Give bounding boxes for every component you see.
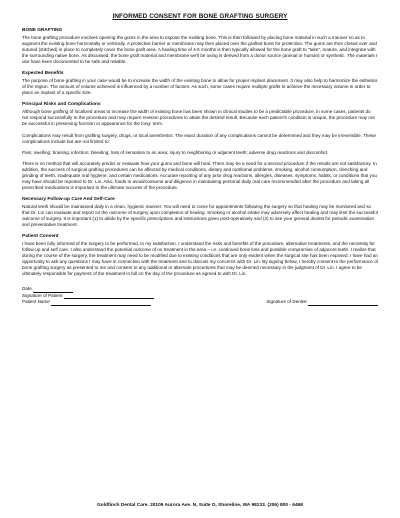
- section-paragraph: There is no method that will accurately predict or evaluate how your gums and bone will heal. There may be a need for a second procedure if the results are not satisfactory. In addition, the success of surgical grafting procedures can be affected by medical conditions, dietary and nutritional problems, smoking, alcohol consumption, clenching and grinding of teeth, inadequate oral hygiene, and certain medications. Accurate reporting of any prior drug reactions, allergies, diseases, symptoms, habits, or conditions that you may have should be reported to Dr. Lin. Also, foods to avoid/consume and diligence in maintaining personal daily oral care recommended after the procedure and taking all prescribed medications is important to the ultimate success of the procedure.: [22, 160, 377, 190]
- dentist-signature-group: [266, 299, 378, 305]
- section-heading: Necessary Follow-up Care And Self-Care: [22, 196, 115, 202]
- section-risks-complications: [22, 102, 378, 191]
- dentist-signature-label: Signature of Dentist: [266, 299, 307, 305]
- section-paragraph: The bone grafting procedure involves opening the gums in the area to expose the existing bone. This is then followed by placing bone material in such a manner so as to augment the existing bone horizontally or vertically. A protective barrier or membrane may then placed over the grafted bone for protection. The gums are then closed over and sutured (stitched) in place to completely cover the bone graft area. A healing time of 4-6 months is then typically allowed for the bone graft to "take", mature, and integrate with the surrounding native bone. As discussed, the bone graft material and membrane we'll be using is derived from a donor source (animal or human) or synthetic. The materials I use have been documented to be safe and reliable.: [22, 35, 378, 65]
- footer-address: Goldfinch Dental Care. 20109 Aurora Ave. N, Suite D, Shoreline, WA 98133. (206) 800 - 6468: [97, 503, 303, 508]
- section-paragraph: Complications may result from grafting surgery, drugs, or local anesthetics. The exact duration of any complications cannot be determined and they may be irreversible. These complications include but are not limited to:: [22, 132, 376, 144]
- patient-name-label: Patient Name: [22, 299, 50, 305]
- dentist-signature-line[interactable]: [308, 300, 378, 306]
- section-heading: BONE GRAFTING: [22, 28, 63, 33]
- section-expected-benefits: [22, 71, 378, 96]
- signature-block: [22, 286, 378, 305]
- section-bone-grafting: [22, 28, 378, 65]
- section-follow-up-care: [22, 197, 378, 228]
- section-paragraph: Pain; swelling; bruising; infection; bleeding; loss of sensation to an area; injury to neighboring or adjacent teeth; adverse drug reactions and discomfort.: [22, 149, 329, 155]
- patient-signature-label: Signature of Patient: [22, 292, 63, 298]
- section-paragraph: The purpose of bone grafting in your case would be to increase the width of the existing bone to allow for proper implant placement. It may also help to harmonize the esthetics of the region. The amount of volume achieved is influenced by a number of factors. As such, some cases require multiple grafts to achieve the necessary volume in order to place an implant of a specific size.: [22, 78, 378, 96]
- document-title: INFORMED CONSENT FOR BONE GRAFTING SURGERY: [112, 13, 288, 20]
- patient-name-group: [22, 299, 151, 305]
- section-paragraph: I have been fully informed of the surgery to be performed, to my satisfaction. I understand the risks and benefits of the procedure, alternative treatments, and the necessity for follow-up and self care. I also understand the potential outcome of no treatment in the area – i.e. continued bone loss and possible compromise of adjacent teeth. I realize that during the course of the surgery, the treatment may need to be modified due to existing conditions that are only evident when the surgical site has been exposed. I have had an opportunity to ask any questions I may have in connection with the treatment and to discuss my concerns with Dr. Lin. By signing below, I hereby consent to the performance of bone grafting surgery as presented to me and consent to any additional or alternate procedures that may be deemed necessary in the judgment of Dr. Lin. I agree to be ultimately responsible for payment of the treatment in full on the day of the procedure as agreed to with Dr. Lin.: [22, 241, 378, 277]
- section-paragraph: Natural teeth should be maintained daily in a clean, hygienic manner. You will need to come for appointments following the surgery so that healing may be monitored and so that Dr. Lin can evaluate and report on the outcome of surgery upon completion of healing. Smoking or alcohol intake may adversely affect healing and may limit the successful outcome of surgery. It is important (1) to abide by the specific prescriptions and instructions given post-operatively and (2) to see your general dentist for periodic examination and preventative treatment.: [22, 203, 378, 228]
- section-heading: Principal Risks and Complications: [22, 102, 101, 108]
- section-paragraph: Although bone grafting of localized areas to increase the width of existing bone has been shown in clinical studies to be a predictable procedure, in some cases, patients do not respond successfully to the procedure and may require revision procedures to attain the desired result. Because each patient's condition is unique, the procedure may not be successful in preserving function or appearance for the long- term.: [22, 109, 375, 127]
- section-heading: Patient Consent: [22, 234, 59, 240]
- date-label: Date: [22, 286, 32, 292]
- name-dentist-row: [22, 299, 378, 305]
- patient-name-line[interactable]: [51, 300, 151, 306]
- section-heading: Expected Benefits: [22, 71, 64, 77]
- section-patient-consent: [22, 234, 378, 277]
